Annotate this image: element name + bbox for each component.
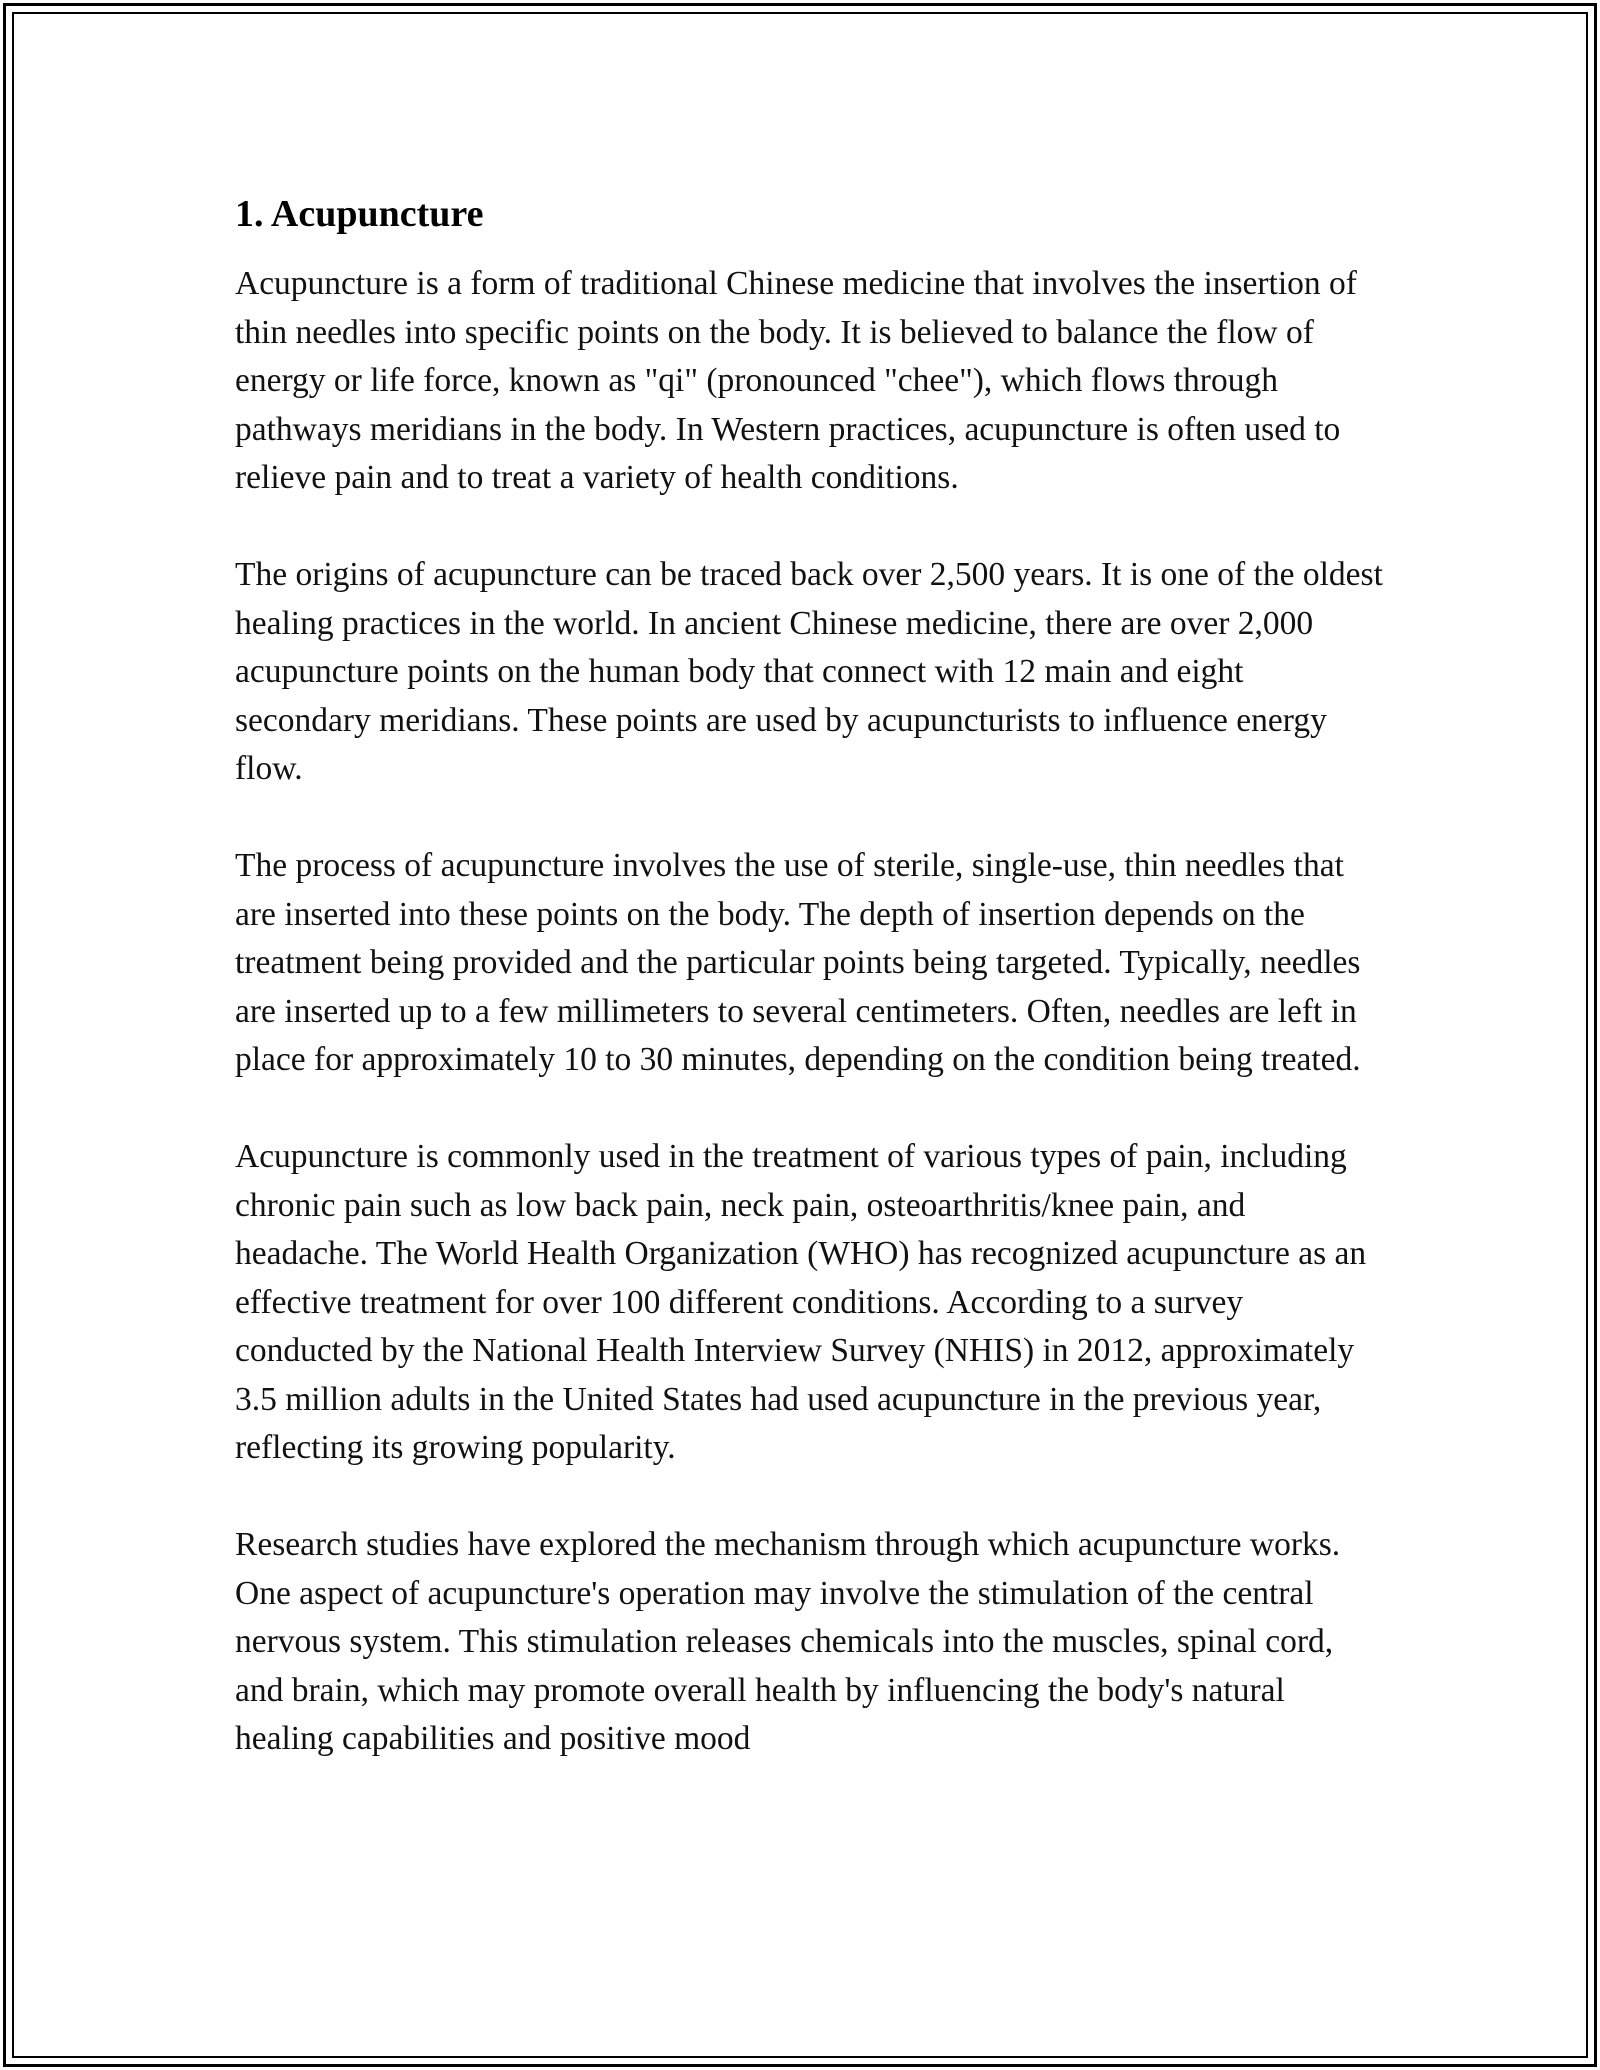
- paragraph-uses: Acupuncture is commonly used in the treatment of various types of pain, including chronic pain such as low back pain, neck pain, osteoarthritis/knee pain, and headache. The World Health Organization (WHO) has recognized acupuncture as an effective treatment for over 100 different conditions. According to a survey conducted by the National Health Interview Survey (NHIS) in 2012, approximately 3.5 million adults in the United States had used acupuncture in the previous year, reflecting its growing popularity.: [235, 1138, 1367, 1466]
- paragraph-origins: The origins of acupuncture can be traced back over 2,500 years. It is one of the oldest healing practices in the world. In ancient Chinese medicine, there are over 2,000 acupuncture points on the human body that connect with 12 main and eight secondary meridians. These points are used by acupuncturists to influence energy flow.: [235, 556, 1383, 787]
- paragraph-process: The process of acupuncture involves the use of sterile, single-use, thin needles that are inserted into these points on the body. The depth of insertion depends on the treatment being provided and the particular points being targeted. Typically, needles are inserted up to a few millimeters to several centimeters. Often, needles are left in place for approximately 10 to 30 minutes, depending on the condition being treated.: [235, 847, 1361, 1078]
- section-heading: 1. Acupuncture: [235, 193, 484, 235]
- paragraph-intro: Acupuncture is a form of traditional Chinese medicine that involves the insertion of thin needles into specific points on the body. It is believed to balance the flow of energy or life force, known as "qi" (pronounced "chee"), which flows through pathways meridians in the body. In Western practices, acupuncture is often used to relieve pain and to treat a variety of health conditions.: [235, 265, 1357, 496]
- paragraph-research: Research studies have explored the mechanism through which acupuncture works. One aspect of acupuncture's operation may involve the stimulation of the central nervous system. This stimulation releases chemicals into the muscles, spinal cord, and brain, which may promote overall health by influencing the body's natural healing capabilities and positive mood: [235, 1526, 1341, 1757]
- document-body: [235, 188, 1385, 1812]
